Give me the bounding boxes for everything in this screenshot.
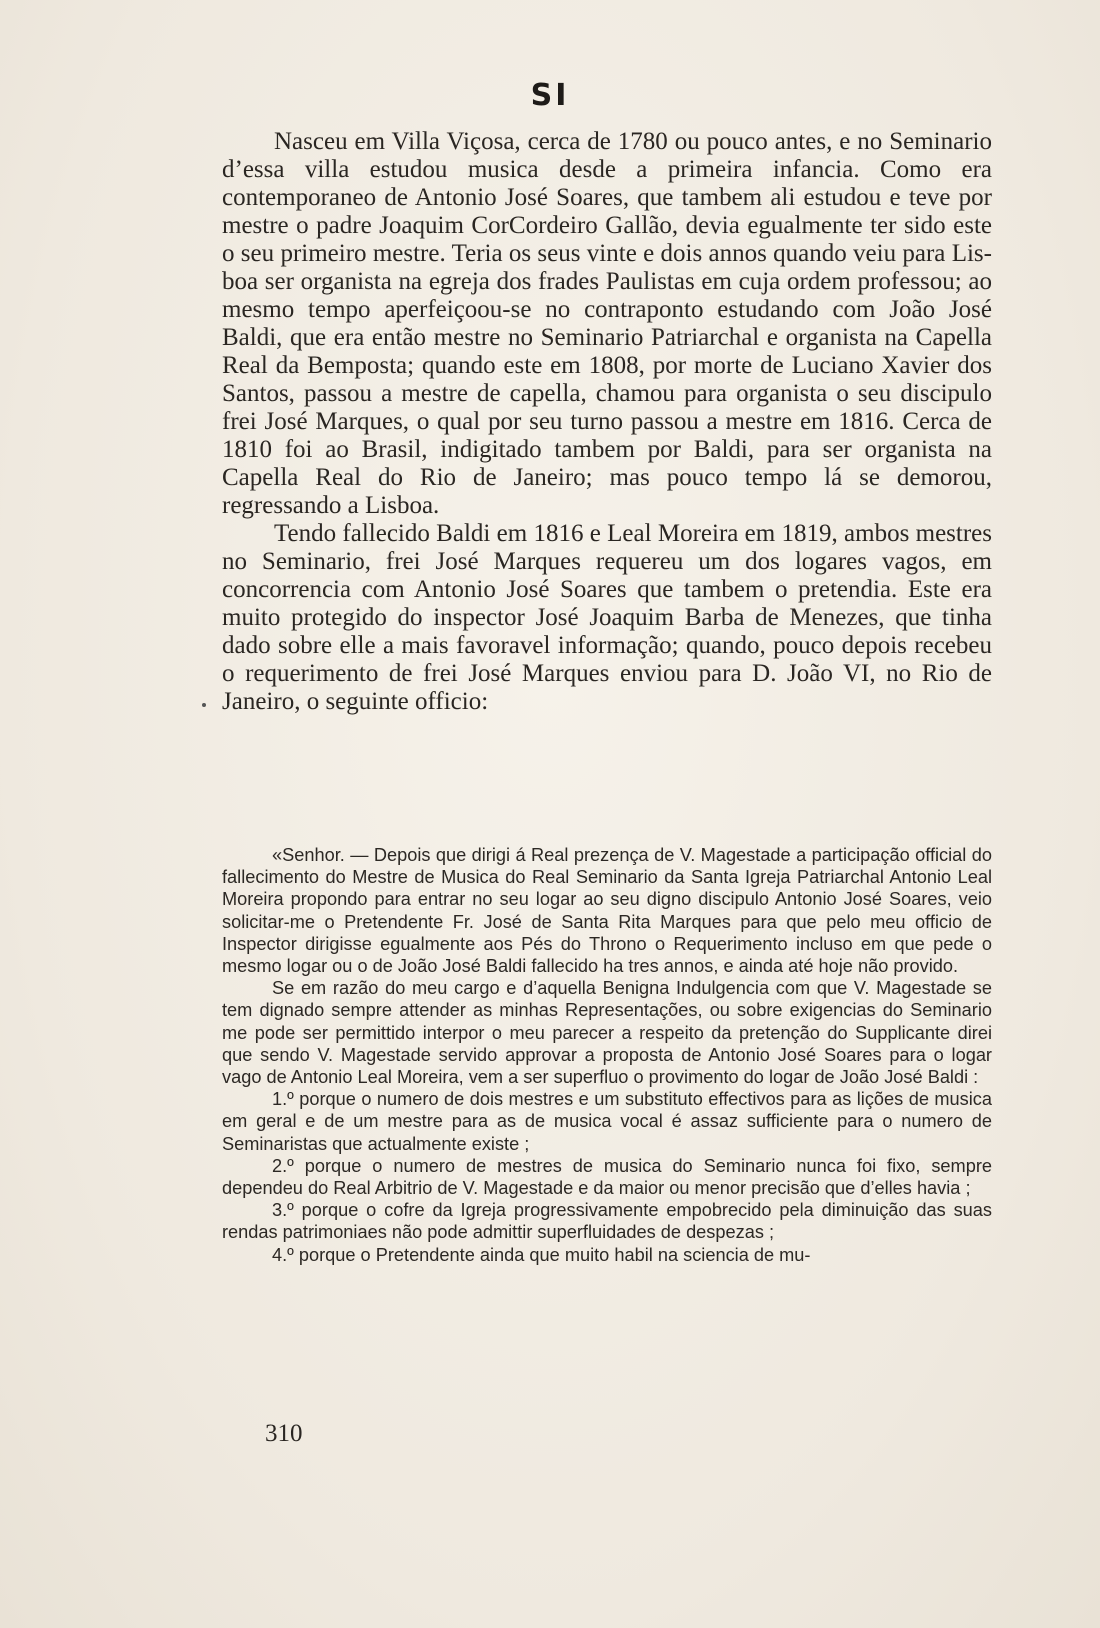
margin-dot: [202, 703, 206, 707]
quoted-letter: [222, 844, 992, 1266]
quote-item-4: 4.º porque o Pretendente ainda que muito habil na sciencia de mu-: [272, 1244, 811, 1265]
quote-paragraph-1: «Senhor. — Depois que dirigi á Real prezença de V. Magestade a participação official do fallecimento do Mestre de Musica do Real Seminario da Santa Igreja Patriarchal Antonio Leal Moreira propondo para entrar no seu logar ao seu digno discipulo Antonio José Soares, veio solicitar-me o Pretendente Fr. José de Santa Rita Marques para que pelo meu officio de Inspector dirigisse egualmente aos Pés do Throno o Requerimento incluso em que pede o mesmo logar ou o de João José Baldi fallecido ha tres annos, e ainda até hoje não provido.: [222, 845, 992, 977]
quote-item-3: 3.º porque o cofre da Igreja progressivamente empobrecido pela diminuição das suas rendas patrimoniaes não pode admittir superfluidades de despezas ;: [222, 1200, 992, 1243]
main-paragraph-1: Nasceu em Villa Viçosa, cerca de 1780 ou pouco antes, e no Seminario d’essa villa estudou musica desde a primeira infancia. Como era contemporaneo de Antonio José Soares, que tambem ali estudou e teve por mestre o padre Joaquim CorCordeiro Gallão, devia egualmente ter sido este o seu primeiro mestre. Teria os seus vinte e dois annos quando veiu para Lisboa ser organista na egreja dos frades Paulistas em cuja ordem professou; ao mesmo tempo aperfeiçoou-se no contraponto estudando com João José Baldi, que era então mestre no Seminario Patriarchal e organista na Capella Real da Bemposta; quando este em 1808, por morte de Luciano Xavier dos Santos, passou a mestre de capella, chamou para organista o seu discipulo frei José Marques, o qual por seu turno passou a mestre em 1816. Cerca de 1810 foi ao Brasil, indigitado tambem por Baldi, para ser organista na Capella Real do Rio de Janeiro; mas pouco tempo lá se demorou, regressando a Lisboa.: [222, 128, 992, 519]
quote-item-1: 1.º porque o numero de dois mestres e um substituto effectivos para as lições de musica em geral e de um mestre para as de musica vocal é assaz sufficiente para o numero de Seminaristas que actualmente existe ;: [222, 1089, 992, 1154]
quote-paragraph-2: Se em razão do meu cargo e d’aquella Benigna Indulgencia com que V. Magestade se tem dignado sempre attender as minhas Representações, ou sobre exigencias do Seminario me pode ser permittido interpor o meu parecer a respeito da pretenção do Supplicante direi que sendo V. Magestade servido approvar a proposta de Antonio José Soares para o logar vago de Antonio Leal Moreira, vem a ser superfluo o provimento do logar de João José Baldi :: [222, 978, 992, 1088]
main-text: [222, 128, 992, 716]
running-head: SI: [530, 78, 570, 113]
quote-item-2: 2.º porque o numero de mestres de musica do Seminario nunca foi fixo, sempre dependeu do Real Arbitrio de V. Magestade e da maior ou menor precisão que d’elles havia ;: [222, 1155, 992, 1199]
main-paragraph-2: Tendo fallecido Baldi em 1816 e Leal Moreira em 1819, ambos mestres no Seminario, frei José Marques requereu um dos logares vagos, em concorrencia com Antonio José Soares que tambem o pretendia. Este era muito protegido do inspector José Joaquim Barba de Menezes, que tinha dado sobre elle a mais favoravel informação; quando, pouco depois recebeu o requerimento de frei José Marques enviou para D. João VI, no Rio de Janeiro, o seguinte officio:: [222, 520, 992, 715]
folio-number: 310: [265, 1420, 303, 1447]
